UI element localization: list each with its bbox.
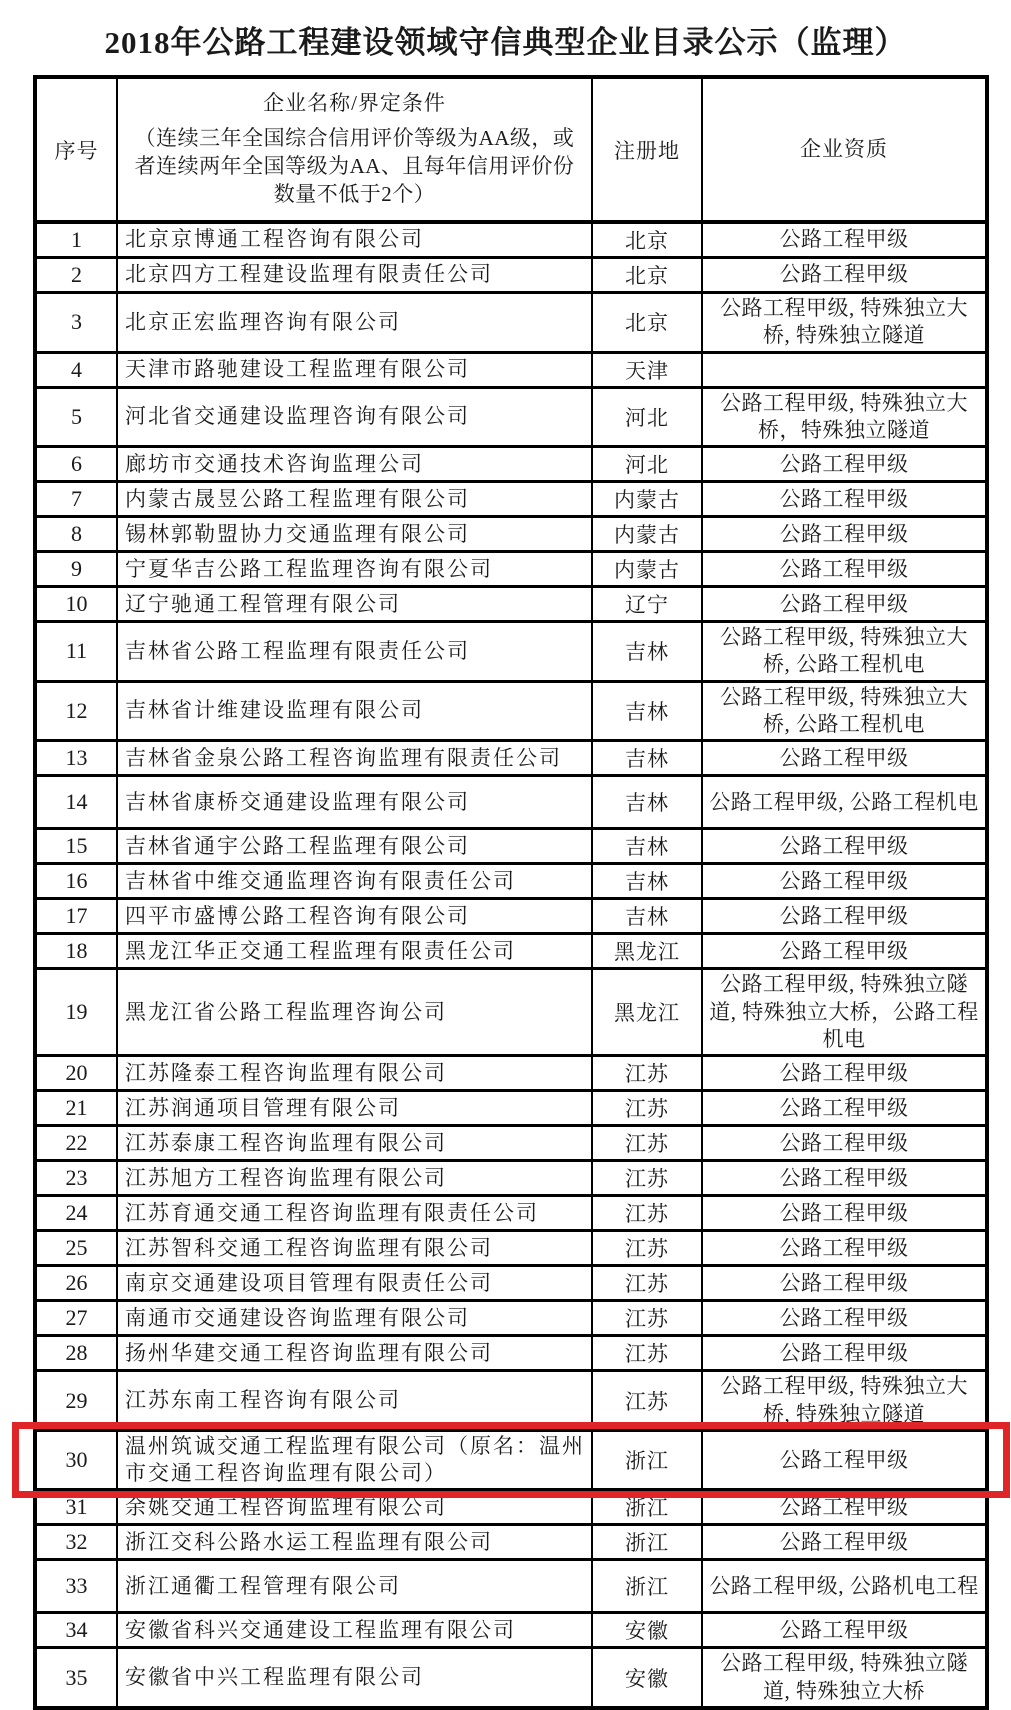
row-index-cell: 9: [35, 552, 117, 587]
qualification-cell: 公路工程甲级: [702, 258, 987, 293]
header-cell-location: 注册地: [592, 77, 702, 222]
qualification-cell: 公路工程甲级: [702, 1196, 987, 1231]
registration-place-cell: 吉林: [592, 741, 702, 776]
qualification-cell: 公路工程甲级: [702, 1430, 987, 1490]
row-index-cell: 27: [35, 1301, 117, 1336]
registration-place-cell: 吉林: [592, 681, 702, 741]
registration-place-cell: 江苏: [592, 1161, 702, 1196]
qualification-cell: 公路工程甲级: [702, 517, 987, 552]
company-name-cell: 江苏泰康工程咨询监理有限公司: [117, 1126, 592, 1161]
company-name-cell: 温州筑诚交通工程监理有限公司（原名：温州市交通工程咨询监理有限公司）: [117, 1430, 592, 1490]
qualification-cell: 公路工程甲级: [702, 1490, 987, 1525]
table-row: [35, 387, 987, 447]
row-index-cell: 7: [35, 482, 117, 517]
company-name-cell: 宁夏华吉公路工程监理咨询有限公司: [117, 552, 592, 587]
qualification-cell: 公路工程甲级: [702, 1231, 987, 1266]
registration-place-cell: 浙江: [592, 1560, 702, 1613]
registration-place-cell: 内蒙古: [592, 482, 702, 517]
table-row: [35, 1231, 987, 1266]
header-name-condition: （连续三年全国综合信用评价等级为AA级，或者连续两年全国等级为AA、且每年信用评价份数量不低于2个）: [134, 125, 575, 207]
company-name-cell: 南通市交通建设咨询监理有限公司: [117, 1301, 592, 1336]
registration-place-cell: 江苏: [592, 1301, 702, 1336]
qualification-cell: [702, 352, 987, 387]
qualification-cell: 公路工程甲级: [702, 1126, 987, 1161]
table-row: [35, 829, 987, 864]
company-name-cell: 锡林郭勒盟协力交通监理有限公司: [117, 517, 592, 552]
row-index-cell: 8: [35, 517, 117, 552]
row-index-cell: 18: [35, 934, 117, 969]
registration-place-cell: 浙江: [592, 1490, 702, 1525]
qualification-cell: 公路工程甲级: [702, 222, 987, 258]
header-cell-qualification: 企业资质: [702, 77, 987, 222]
registration-place-cell: 吉林: [592, 864, 702, 899]
qualification-cell: 公路工程甲级, 特殊独立大桥, 公路工程机电: [702, 681, 987, 741]
company-name-cell: 内蒙古晟昱公路工程监理有限公司: [117, 482, 592, 517]
qualification-cell: 公路工程甲级: [702, 934, 987, 969]
company-name-cell: 北京正宏监理咨询有限公司: [117, 293, 592, 353]
table-row: [35, 899, 987, 934]
table-row: [35, 1126, 987, 1161]
company-name-cell: 江苏旭方工程咨询监理有限公司: [117, 1161, 592, 1196]
registration-place-cell: 黑龙江: [592, 934, 702, 969]
table-row: [35, 1336, 987, 1371]
header-name-title: 企业名称/界定条件: [263, 91, 446, 116]
qualification-cell: 公路工程甲级, 特殊独立大桥, 公路工程机电: [702, 622, 987, 682]
row-index-cell: 32: [35, 1525, 117, 1560]
row-index-cell: 4: [35, 352, 117, 387]
registration-place-cell: 吉林: [592, 899, 702, 934]
row-index-cell: 1: [35, 222, 117, 258]
company-name-cell: 黑龙江省公路工程监理咨询公司: [117, 969, 592, 1056]
registration-place-cell: 北京: [592, 222, 702, 258]
qualification-cell: 公路工程甲级: [702, 1301, 987, 1336]
company-name-cell: 扬州华建交通工程咨询监理有限公司: [117, 1336, 592, 1371]
qualification-cell: 公路工程甲级: [702, 447, 987, 482]
registration-place-cell: 吉林: [592, 622, 702, 682]
table-row: [35, 681, 987, 741]
table-row: [35, 1490, 987, 1525]
table-row: [35, 447, 987, 482]
registration-place-cell: 安徽: [592, 1648, 702, 1708]
registration-place-cell: 江苏: [592, 1371, 702, 1431]
table-row: [35, 293, 987, 353]
qualification-cell: 公路工程甲级: [702, 1525, 987, 1560]
table-row: [35, 482, 987, 517]
enterprise-table: [33, 75, 989, 1710]
company-name-cell: 江苏润通项目管理有限公司: [117, 1091, 592, 1126]
company-name-cell: 吉林省计维建设监理有限公司: [117, 681, 592, 741]
table-row: [35, 776, 987, 829]
registration-place-cell: 河北: [592, 447, 702, 482]
company-name-cell: 黑龙江华正交通工程监理有限责任公司: [117, 934, 592, 969]
table-row: [35, 1056, 987, 1091]
registration-place-cell: 安徽: [592, 1613, 702, 1648]
company-name-cell: 吉林省康桥交通建设监理有限公司: [117, 776, 592, 829]
company-name-cell: 吉林省公路工程监理有限责任公司: [117, 622, 592, 682]
row-index-cell: 22: [35, 1126, 117, 1161]
table-row: [35, 1266, 987, 1301]
registration-place-cell: 天津: [592, 352, 702, 387]
qualification-cell: 公路工程甲级: [702, 1336, 987, 1371]
table-row: [35, 969, 987, 1056]
company-name-cell: 江苏隆泰工程咨询监理有限公司: [117, 1056, 592, 1091]
qualification-cell: 公路工程甲级, 特殊独立大桥, 特殊独立隧道: [702, 1371, 987, 1431]
row-index-cell: 16: [35, 864, 117, 899]
table-row: [35, 1371, 987, 1431]
row-index-cell: 5: [35, 387, 117, 447]
company-name-cell: 廊坊市交通技术咨询监理公司: [117, 447, 592, 482]
row-index-cell: 11: [35, 622, 117, 682]
qualification-cell: 公路工程甲级: [702, 829, 987, 864]
table-row: [35, 1430, 987, 1490]
header-row: [35, 77, 987, 222]
table-row: [35, 1525, 987, 1560]
row-index-cell: 24: [35, 1196, 117, 1231]
registration-place-cell: 江苏: [592, 1126, 702, 1161]
company-name-cell: 江苏育通交通工程咨询监理有限责任公司: [117, 1196, 592, 1231]
row-index-cell: 21: [35, 1091, 117, 1126]
table-head: [35, 77, 987, 222]
table-row: [35, 1091, 987, 1126]
qualification-cell: 公路工程甲级: [702, 741, 987, 776]
row-index-cell: 26: [35, 1266, 117, 1301]
row-index-cell: 28: [35, 1336, 117, 1371]
qualification-cell: 公路工程甲级: [702, 1613, 987, 1648]
company-name-cell: 安徽省中兴工程监理有限公司: [117, 1648, 592, 1708]
header-cell-index: 序号: [35, 77, 117, 222]
table-row: [35, 1161, 987, 1196]
registration-place-cell: 河北: [592, 387, 702, 447]
table-row: [35, 587, 987, 622]
registration-place-cell: 江苏: [592, 1266, 702, 1301]
registration-place-cell: 浙江: [592, 1430, 702, 1490]
table-row: [35, 1560, 987, 1613]
table-row: [35, 222, 987, 258]
row-index-cell: 29: [35, 1371, 117, 1431]
registration-place-cell: 黑龙江: [592, 969, 702, 1056]
row-index-cell: 13: [35, 741, 117, 776]
row-index-cell: 12: [35, 681, 117, 741]
company-name-cell: 浙江通衢工程管理有限公司: [117, 1560, 592, 1613]
registration-place-cell: 内蒙古: [592, 517, 702, 552]
qualification-cell: 公路工程甲级: [702, 1091, 987, 1126]
company-name-cell: 北京四方工程建设监理有限责任公司: [117, 258, 592, 293]
qualification-cell: 公路工程甲级: [702, 864, 987, 899]
table-row: [35, 552, 987, 587]
registration-place-cell: 内蒙古: [592, 552, 702, 587]
qualification-cell: 公路工程甲级: [702, 482, 987, 517]
qualification-cell: 公路工程甲级: [702, 587, 987, 622]
table-row: [35, 934, 987, 969]
company-name-cell: 南京交通建设项目管理有限责任公司: [117, 1266, 592, 1301]
row-index-cell: 14: [35, 776, 117, 829]
header-cell-name: [117, 77, 592, 222]
table-row: [35, 1613, 987, 1648]
qualification-cell: 公路工程甲级, 特殊独立大桥，特殊独立隧道: [702, 387, 987, 447]
table-row: [35, 864, 987, 899]
row-index-cell: 2: [35, 258, 117, 293]
qualification-cell: 公路工程甲级: [702, 899, 987, 934]
company-name-cell: 浙江交科公路水运工程监理有限公司: [117, 1525, 592, 1560]
qualification-cell: 公路工程甲级: [702, 552, 987, 587]
company-name-cell: 吉林省金泉公路工程咨询监理有限责任公司: [117, 741, 592, 776]
row-index-cell: 17: [35, 899, 117, 934]
qualification-cell: 公路工程甲级, 特殊独立隧道, 特殊独立大桥: [702, 1648, 987, 1708]
registration-place-cell: 辽宁: [592, 587, 702, 622]
company-name-cell: 辽宁驰通工程管理有限公司: [117, 587, 592, 622]
qualification-cell: 公路工程甲级: [702, 1056, 987, 1091]
row-index-cell: 15: [35, 829, 117, 864]
registration-place-cell: 北京: [592, 258, 702, 293]
row-index-cell: 30: [35, 1430, 117, 1490]
table-row: [35, 741, 987, 776]
company-name-cell: 江苏东南工程咨询有限公司: [117, 1371, 592, 1431]
table-row: [35, 517, 987, 552]
registration-place-cell: 吉林: [592, 776, 702, 829]
row-index-cell: 19: [35, 969, 117, 1056]
row-index-cell: 23: [35, 1161, 117, 1196]
company-name-cell: 北京京博通工程咨询有限公司: [117, 222, 592, 258]
registration-place-cell: 浙江: [592, 1525, 702, 1560]
table-row: [35, 352, 987, 387]
company-name-cell: 余姚交通工程咨询监理有限公司: [117, 1490, 592, 1525]
table-row: [35, 1301, 987, 1336]
qualification-cell: 公路工程甲级, 特殊独立隧道, 特殊独立大桥，公路工程机电: [702, 969, 987, 1056]
company-name-cell: 江苏智科交通工程咨询监理有限公司: [117, 1231, 592, 1266]
row-index-cell: 35: [35, 1648, 117, 1708]
company-name-cell: 安徽省科兴交通建设工程监理有限公司: [117, 1613, 592, 1648]
registration-place-cell: 江苏: [592, 1231, 702, 1266]
company-name-cell: 天津市路驰建设工程监理有限公司: [117, 352, 592, 387]
registration-place-cell: 江苏: [592, 1336, 702, 1371]
row-index-cell: 20: [35, 1056, 117, 1091]
page-title: 2018年公路工程建设领域守信典型企业目录公示（监理）: [104, 25, 907, 60]
company-name-cell: 河北省交通建设监理咨询有限公司: [117, 387, 592, 447]
row-index-cell: 33: [35, 1560, 117, 1613]
qualification-cell: 公路工程甲级, 特殊独立大桥, 特殊独立隧道: [702, 293, 987, 353]
table-body: [35, 222, 987, 1708]
qualification-cell: 公路工程甲级, 公路工程机电: [702, 776, 987, 829]
company-name-cell: 吉林省通宇公路工程监理有限公司: [117, 829, 592, 864]
row-index-cell: 10: [35, 587, 117, 622]
table-row: [35, 258, 987, 293]
row-index-cell: 31: [35, 1490, 117, 1525]
registration-place-cell: 北京: [592, 293, 702, 353]
registration-place-cell: 江苏: [592, 1196, 702, 1231]
company-name-cell: 吉林省中维交通监理咨询有限责任公司: [117, 864, 592, 899]
qualification-cell: 公路工程甲级: [702, 1266, 987, 1301]
row-index-cell: 34: [35, 1613, 117, 1648]
company-name-cell: 四平市盛博公路工程咨询有限公司: [117, 899, 592, 934]
qualification-cell: 公路工程甲级: [702, 1161, 987, 1196]
table-row: [35, 1648, 987, 1708]
registration-place-cell: 江苏: [592, 1056, 702, 1091]
row-index-cell: 6: [35, 447, 117, 482]
row-index-cell: 25: [35, 1231, 117, 1266]
registration-place-cell: 江苏: [592, 1091, 702, 1126]
qualification-cell: 公路工程甲级, 公路机电工程: [702, 1560, 987, 1613]
table-row: [35, 622, 987, 682]
row-index-cell: 3: [35, 293, 117, 353]
table-row: [35, 1196, 987, 1231]
registration-place-cell: 吉林: [592, 829, 702, 864]
